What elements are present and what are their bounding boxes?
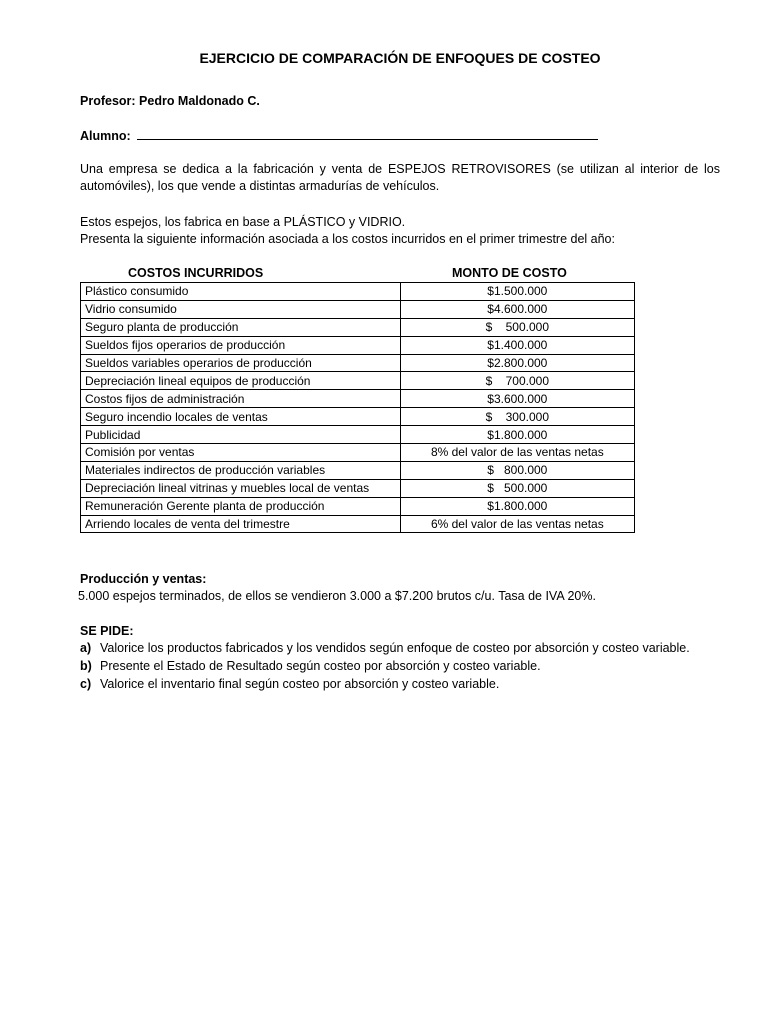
table-row bbox=[81, 444, 635, 462]
table-row bbox=[81, 300, 635, 318]
cost-amount-cell: $ 800.000 bbox=[400, 461, 634, 479]
table-row bbox=[81, 354, 635, 372]
task-item bbox=[80, 676, 499, 693]
table-row bbox=[81, 515, 635, 533]
table-row bbox=[81, 318, 635, 336]
cost-item-cell: Depreciación lineal equipos de producción bbox=[81, 372, 401, 390]
task-text: Valorice los productos fabricados y los vendidos según enfoque de costeo por absorción y costeo variable. bbox=[100, 641, 690, 655]
cost-item-cell: Costos fijos de administración bbox=[81, 390, 401, 408]
document-title: EJERCICIO DE COMPARACIÓN DE ENFOQUES DE COSTEO bbox=[199, 50, 601, 66]
intro-paragraph: Una empresa se dedica a la fabricación y venta de ESPEJOS RETROVISORES (se utilizan al interior de los automóviles), los que vende a distintas armadurías de vehículos. bbox=[80, 162, 720, 193]
info-sentence: Presenta la siguiente información asociada a los costos incurridos en el primer trimestre del año: bbox=[80, 232, 615, 246]
table-row bbox=[81, 426, 635, 444]
production-text: 5.000 espejos terminados, de ellos se vendieron 3.000 a $7.200 brutos c/u. Tasa de IVA 20%. bbox=[78, 589, 596, 603]
task-text: Valorice el inventario final según costeo por absorción y costeo variable. bbox=[100, 677, 500, 691]
table-row bbox=[81, 408, 635, 426]
cost-amount-cell: $ 300.000 bbox=[400, 408, 634, 426]
cost-amount-cell: $ 700.000 bbox=[400, 372, 634, 390]
cost-amount-cell: $1.800.000 bbox=[400, 426, 634, 444]
cost-item-cell: Seguro incendio locales de ventas bbox=[81, 408, 401, 426]
cost-item-cell: Seguro planta de producción bbox=[81, 318, 401, 336]
cost-item-cell: Vidrio consumido bbox=[81, 300, 401, 318]
table-row bbox=[81, 497, 635, 515]
table-row bbox=[81, 461, 635, 479]
alumno-line bbox=[80, 127, 598, 145]
cost-item-cell: Depreciación lineal vitrinas y muebles local de ventas bbox=[81, 479, 401, 497]
cost-item-cell: Publicidad bbox=[81, 426, 401, 444]
task-text: Presente el Estado de Resultado según costeo por absorción y costeo variable. bbox=[100, 659, 541, 673]
cost-amount-cell: $ 500.000 bbox=[400, 479, 634, 497]
table-header-costs: COSTOS INCURRIDOS bbox=[128, 266, 264, 280]
table-row bbox=[81, 283, 635, 301]
task-letter: c) bbox=[80, 677, 92, 691]
cost-item-cell: Remuneración Gerente planta de producción bbox=[81, 497, 401, 515]
costs-table bbox=[80, 282, 635, 533]
table-row bbox=[81, 372, 635, 390]
cost-amount-cell: $4.600.000 bbox=[400, 300, 634, 318]
table-row bbox=[81, 336, 635, 354]
table-header-amount: MONTO DE COSTO bbox=[452, 266, 567, 280]
cost-amount-cell: $3.600.000 bbox=[400, 390, 634, 408]
table-row bbox=[81, 390, 635, 408]
alumno-blank-line bbox=[137, 127, 598, 140]
cost-item-cell: Arriendo locales de venta del trimestre bbox=[81, 515, 401, 533]
table-row bbox=[81, 479, 635, 497]
cost-amount-cell: $2.800.000 bbox=[400, 354, 634, 372]
materials-sentence: Estos espejos, los fabrica en base a PLÁSTICO y VIDRIO. bbox=[80, 215, 406, 229]
task-item bbox=[80, 640, 690, 657]
cost-amount-cell: $1.800.000 bbox=[400, 497, 634, 515]
cost-amount-cell: $1.400.000 bbox=[400, 336, 634, 354]
cost-amount-cell: 6% del valor de las ventas netas bbox=[400, 515, 634, 533]
cost-item-cell: Plástico consumido bbox=[81, 283, 401, 301]
profesor-line: Profesor: Pedro Maldonado C. bbox=[80, 94, 260, 108]
task-letter: b) bbox=[80, 659, 92, 673]
task-item bbox=[80, 658, 541, 675]
se-pide-heading: SE PIDE: bbox=[80, 624, 134, 638]
task-letter: a) bbox=[80, 641, 92, 655]
cost-item-cell: Sueldos fijos operarios de producción bbox=[81, 336, 401, 354]
cost-amount-cell: $ 500.000 bbox=[400, 318, 634, 336]
cost-item-cell: Sueldos variables operarios de producción bbox=[81, 354, 401, 372]
production-title: Producción y ventas: bbox=[80, 572, 207, 586]
alumno-label: Alumno: bbox=[80, 129, 131, 143]
cost-amount-cell: $1.500.000 bbox=[400, 283, 634, 301]
cost-amount-cell: 8% del valor de las ventas netas bbox=[400, 444, 634, 462]
cost-item-cell: Comisión por ventas bbox=[81, 444, 401, 462]
cost-item-cell: Materiales indirectos de producción variables bbox=[81, 461, 401, 479]
